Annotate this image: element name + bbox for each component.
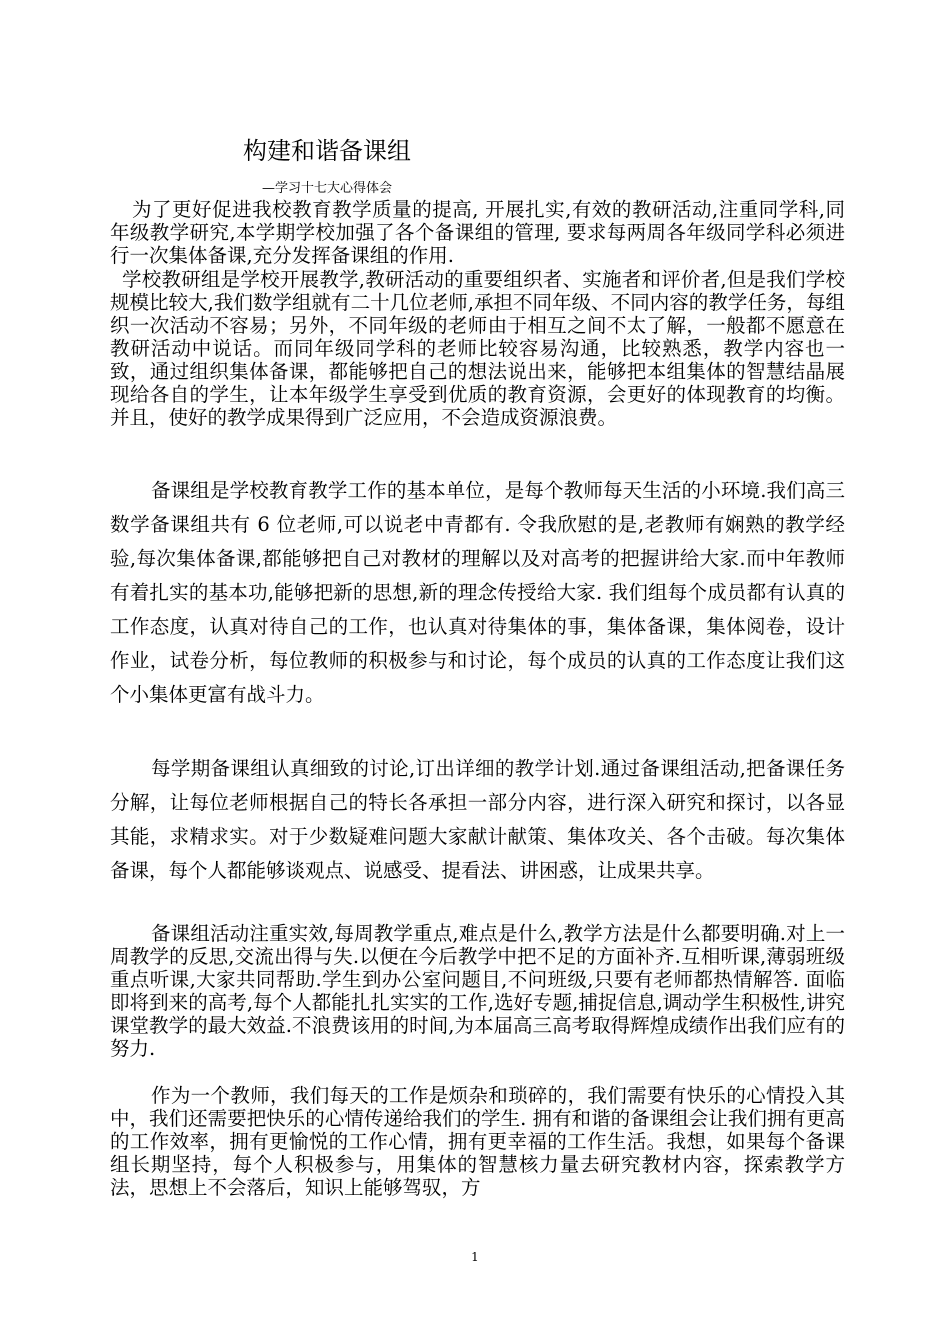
paragraph-1: 为了更好促进我校教育教学质量的提高, 开展扎实,有效的教研活动,注重同学科,同年级教学研究,本学期学校加强了各个备课组的管理, 要求每两周各年级同学科必须进行一次集体备课,充分发挥备课组的作用. [110,198,845,267]
document-subtitle: —学习十七大心得体会 [262,181,393,196]
paragraph-2: 学校教研组是学校开展教学,教研活动的重要组织者、实施者和评价者,但是我们学校规模比较大,我们数学组就有二十几位老师,承担不同年级、不同内容的教学任务，每组织一次活动不容易；另外，不同年级的老师由于相互之间不太了解，一般都不愿意在教研活动中说话。而同年级同学科的老师比较容易沟通，比较熟悉，教学内容也一致，通过组织集体备课，都能够把自己的想法说出来，能够把本组集体的智慧结晶展现给各自的学生，让本年级学生享受到优质的教育资源，会更好的体现教育的均衡。并且，使好的教学成果得到广泛应用，不会造成资源浪费。 [110,268,845,429]
paragraph-6: 作为一个教师，我们每天的工作是烦杂和琐碎的，我们需要有快乐的心情投入其中，我们还需要把快乐的心情传递给我们的学生. 拥有和谐的备课组会让我们拥有更高的工作效率，拥有更愉悦的工作心情，拥有更幸福的工作生活。我想，如果每个备课组长期坚持，每个人积极参与，用集体的智慧核力量去研究教材内容，探索教学方法，思想上不会落后，知识上能够驾驭，方 [110,1084,845,1199]
page-number: 1 [471,1250,479,1264]
document-title: 构建和谐备课组 [243,137,411,165]
paragraph-4: 每学期备课组认真细致的讨论,订出详细的教学计划.通过备课组活动,把备课任务分解，让每位老师根据自己的特长各承担一部分内容，进行深入研究和探讨，以各显其能，求精求实。对于少数疑难问题大家献计献策、集体攻关、各个击破。每次集体备课，每个人都能够谈观点、说感受、提看法、讲困惑，让成果共享。 [110,757,845,882]
paragraph-3: 备课组是学校教育教学工作的基本单位，是每个教师每天生活的小环境.我们高三数学备课组共有 6 位老师,可以说老中青都有. 令我欣慰的是,老教师有娴熟的教学经验,每次集体备课,都能够把自己对教材的理解以及对高考的把握讲给大家.而中年教师有着扎实的基本功,能够把新的思想,新的理念传授给大家. 我们组每个成员都有认真的工作态度，认真对待自己的工作，也认真对待集体的事，集体备课，集体阅卷，设计作业，试卷分析，每位教师的积极参与和讨论，每个成员的认真的工作态度让我们这个小集体更富有战斗力。 [110,479,845,706]
paragraph-5: 备课组活动注重实效,每周教学重点,难点是什么,教学方法是什么都要明确.对上一周教学的反思,交流出得与失.以便在今后教学中把不足的方面补齐.互相听课,薄弱班级重点听课,大家共同帮助.学生到办公室问题目,不问班级,只要有老师都热情解答. 面临即将到来的高考,每个人都能扎扎实实的工作,选好专题,捕捉信息,调动学生积极性,讲究课堂教学的最大效益.不浪费该用的时间,为本届高三高考取得辉煌成绩作出我们应有的努力. [110,922,845,1060]
